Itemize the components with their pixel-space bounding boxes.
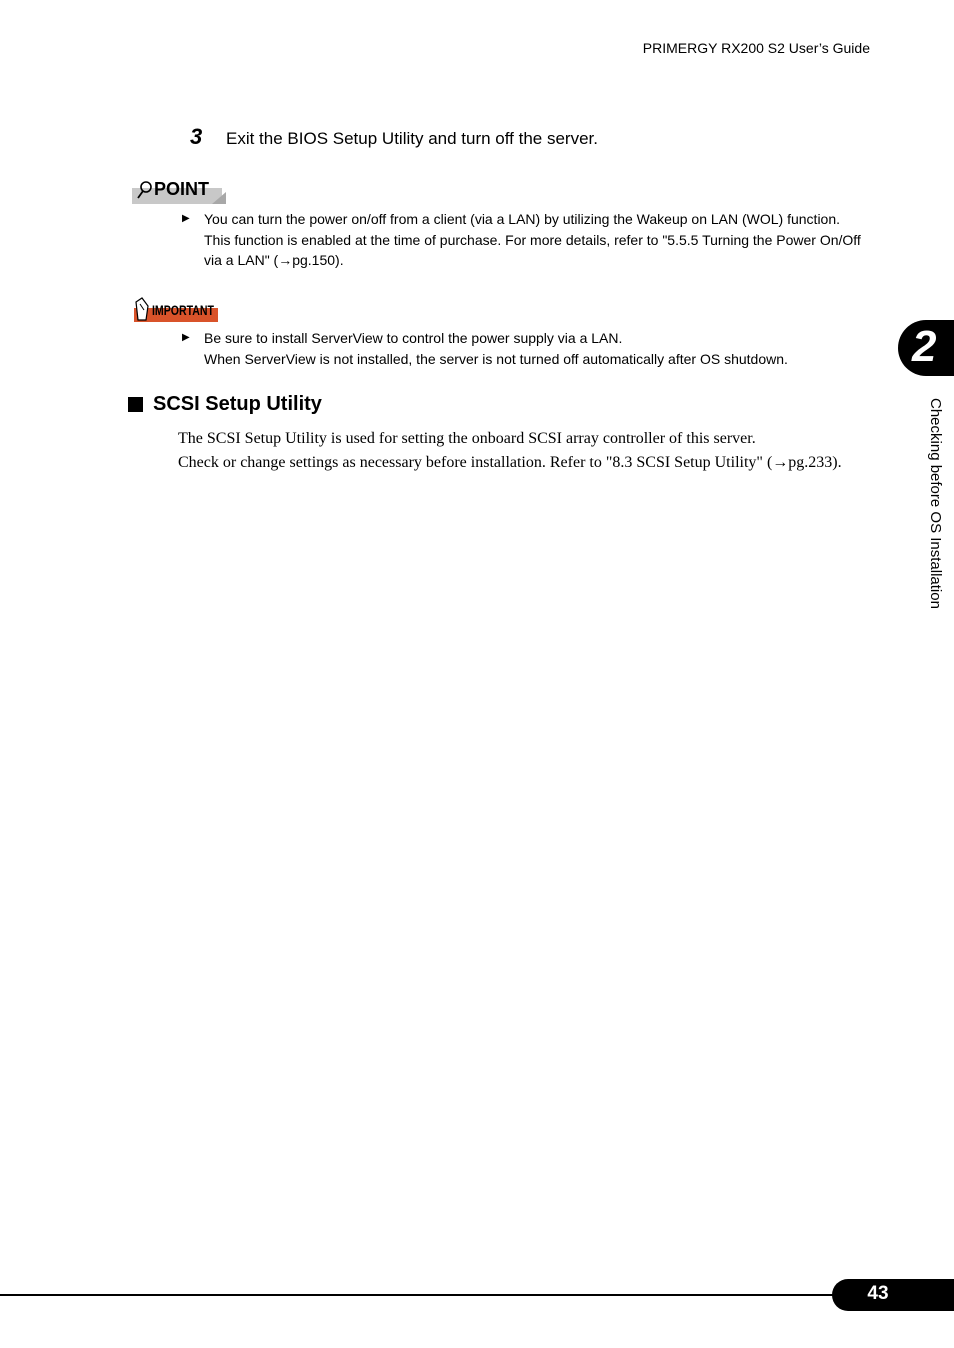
running-header: PRIMERGY RX200 S2 User’s Guide [642,40,870,56]
point-line-2: This function is enabled at the time of purchase. For more details, refer to "5.5.5 Turning the Power On/Off via a LAN" (→pg.150). [204,231,861,268]
footer-rule [0,1294,840,1296]
triangle-bullet-icon: ▶ [182,213,190,224]
point-logo [132,178,226,206]
section-heading [128,393,322,416]
chapter-tab [898,320,954,376]
page-number: 43 [867,1283,889,1304]
chapter-number: 2 [912,322,937,371]
step-number: 3 [190,124,203,149]
section-paragraph-2: Check or change settings as necessary before installation. Refer to "8.3 SCSI Setup Utility" (→pg.233). [178,454,842,471]
point-label: POINT [154,179,210,199]
page-number-tab [832,1279,954,1311]
important-line-1: Be sure to install ServerView to control the power supply via a LAN. [204,330,623,346]
important-logo [132,296,218,324]
point-line-1: You can turn the power on/off from a client (via a LAN) by utilizing the Wakeup on LAN (WOL) function. [204,211,841,227]
important-note [182,328,872,369]
section-title: SCSI Setup Utility [153,393,322,415]
hand-icon [136,298,148,320]
step-text: Exit the BIOS Setup Utility and turn off the server. [226,129,598,148]
square-bullet-icon [128,397,143,412]
important-line-2: When ServerView is not installed, the server is not turned off automatically after OS shutdown. [204,350,788,367]
section-paragraph-1: The SCSI Setup Utility is used for setting the onboard SCSI array controller of this server. [178,430,756,447]
section-body [178,427,878,475]
point-note [182,209,872,271]
chapter-title: Checking before OS Installation [927,398,944,609]
important-label: IMPORTANT [152,302,215,318]
triangle-bullet-icon: ▶ [182,332,190,343]
